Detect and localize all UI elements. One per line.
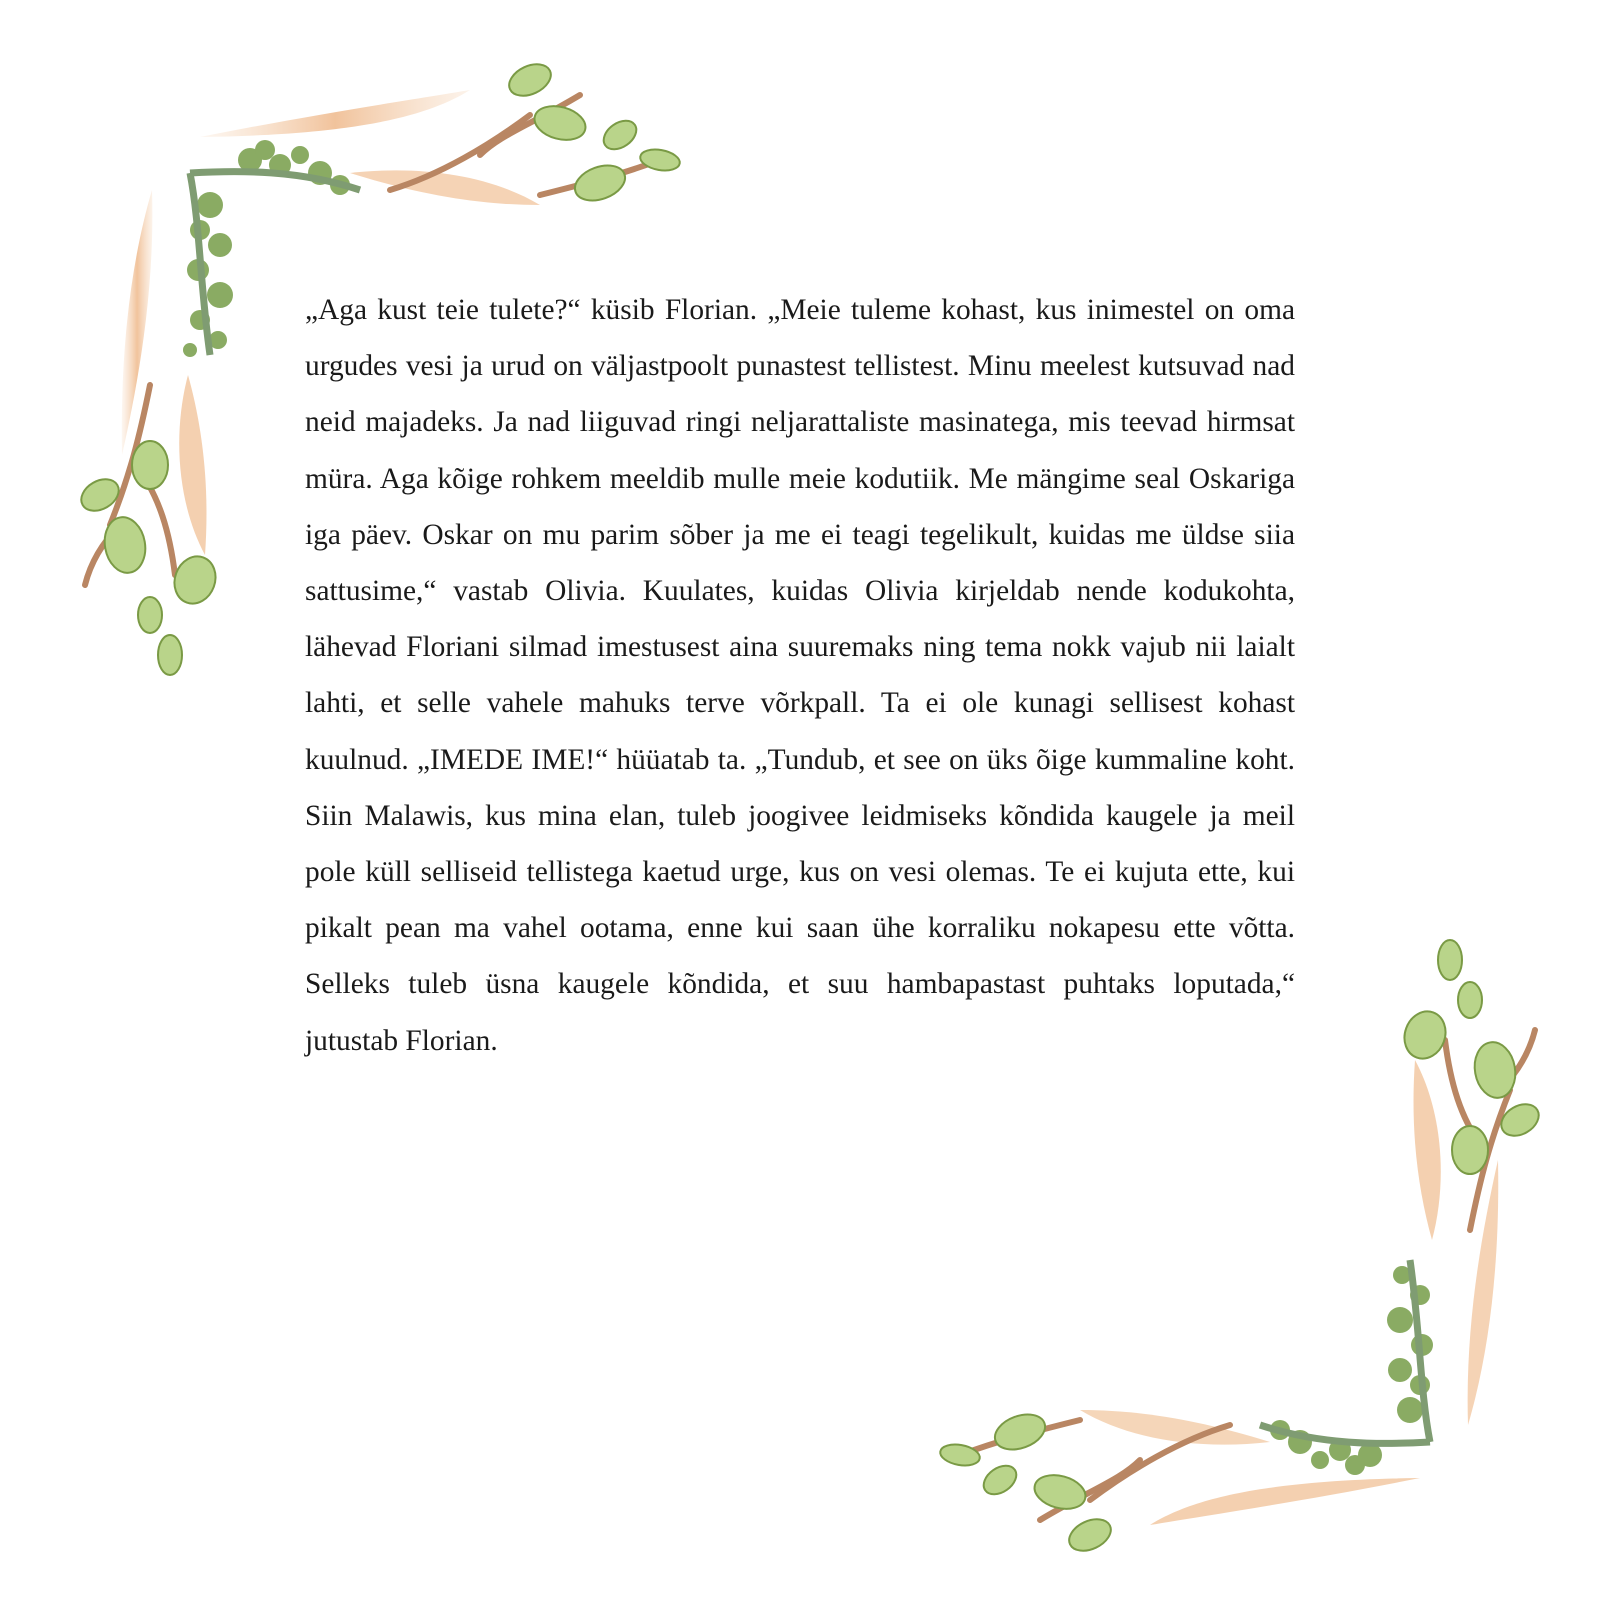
story-paragraph: „Aga kust teie tulete?“ küsib Florian. „Meie tuleme kohast, kus inimestel on oma urgudes vesi ja urud on väljastpoolt punastest tellistest. Minu meelest kutsuvad nad neid majadeks. Ja nad liiguvad ringi neljarattaliste masinatega, mis teevad hirmsat müra. Aga kõige rohkem meeldib mulle meie kodutiik. Me mängime seal Oskariga iga päev. Oskar on mu parim sõber ja me ei teagi tegelikult, kuidas me üldse siia sattusime,“ vastab Olivia. Kuulates, kuidas Olivia kirjeldab nende kodukohta, lähevad Floriani silmad imestusest aina suuremaks ning tema nokk vajub nii laialt lahti, et selle vahele mahuks terve võrkpall. Ta ei ole kunagi sellisest kohast kuulnud. „IMEDE IME!“ hüüatab ta. „Tundub, et see on üks õige kummaline koht. Siin Malawis, kus mina elan, tuleb joogivee leidmiseks kõndida kaugele ja meil pole küll selliseid tellistega kaetud urge, kus on vesi olemas. Te ei kujuta ette, kui pikalt pean ma vahel ootama, enne kui saan ühe korraliku nokapesu ette võtta. Selleks tuleb üsna kaugele kõndida, et suu hambapastast puhtaks loputada,“ jutustab Florian. bbox=[305, 294, 1295, 1057]
plume-group bbox=[1080, 1060, 1498, 1525]
branch-group bbox=[960, 1030, 1535, 1520]
blossom-group bbox=[1260, 1260, 1433, 1475]
